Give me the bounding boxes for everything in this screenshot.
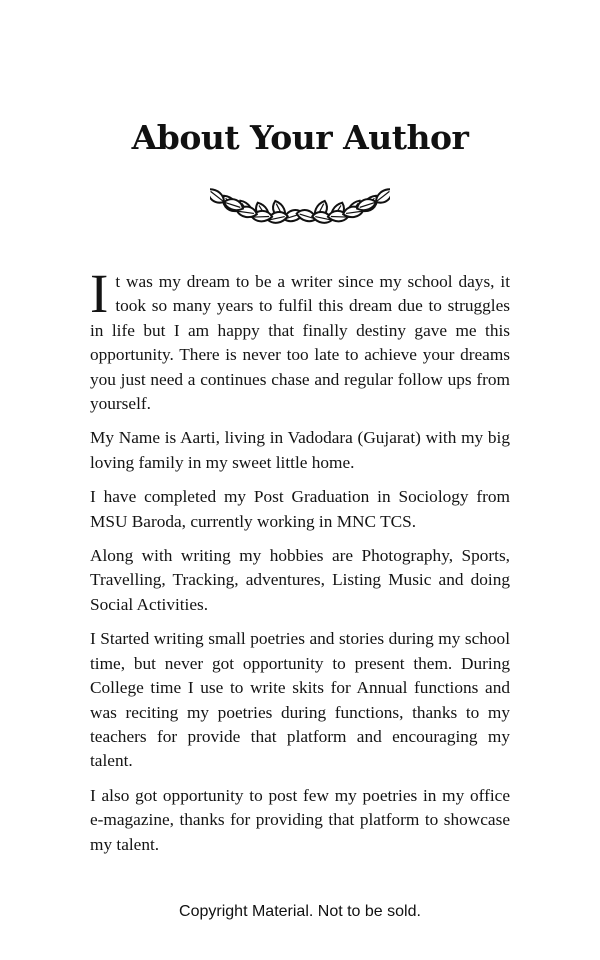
bio-paragraph-writing: I Started writing small poetries and stories during my school time, but never got opportunity to present them. During College time I use to write skits for Annual functions and was reciting my poetries during functions, thanks to my teachers for provide that platform and encouraging my talent. <box>90 629 510 771</box>
bio-paragraph-education: I have completed my Post Graduation in Sociology from MSU Baroda, currently working in MNC TCS. <box>90 487 510 531</box>
intro-text: t was my dream to be a writer since my school days, it took so many years to fulfil this dream due to struggles in life but I am happy that finally destiny gave me this opportunity. There is never too late to achieve your dreams you just need a continues chase and regular follow ups from yourself. <box>90 272 510 414</box>
bio-paragraph-name: My Name is Aarti, living in Vadodara (Gujarat) with my big loving family in my sweet little home. <box>90 428 510 472</box>
intro-paragraph <box>90 263 510 416</box>
copyright-footer: Copyright Material. Not to be sold. <box>179 903 421 920</box>
drop-cap: I <box>90 263 109 324</box>
bio-paragraph-magazine: I also got opportunity to post few my poetries in my office e-magazine, thanks for providing that platform to showcase my talent. <box>90 785 510 854</box>
bio-paragraph-hobbies: Along with writing my hobbies are Photography, Sports, Travelling, Tracking, adventures, Listing Music and doing Social Activities. <box>90 546 510 614</box>
laurel-divider-icon <box>210 182 390 234</box>
page-title: About Your Author <box>131 118 469 157</box>
author-bio <box>90 263 510 867</box>
